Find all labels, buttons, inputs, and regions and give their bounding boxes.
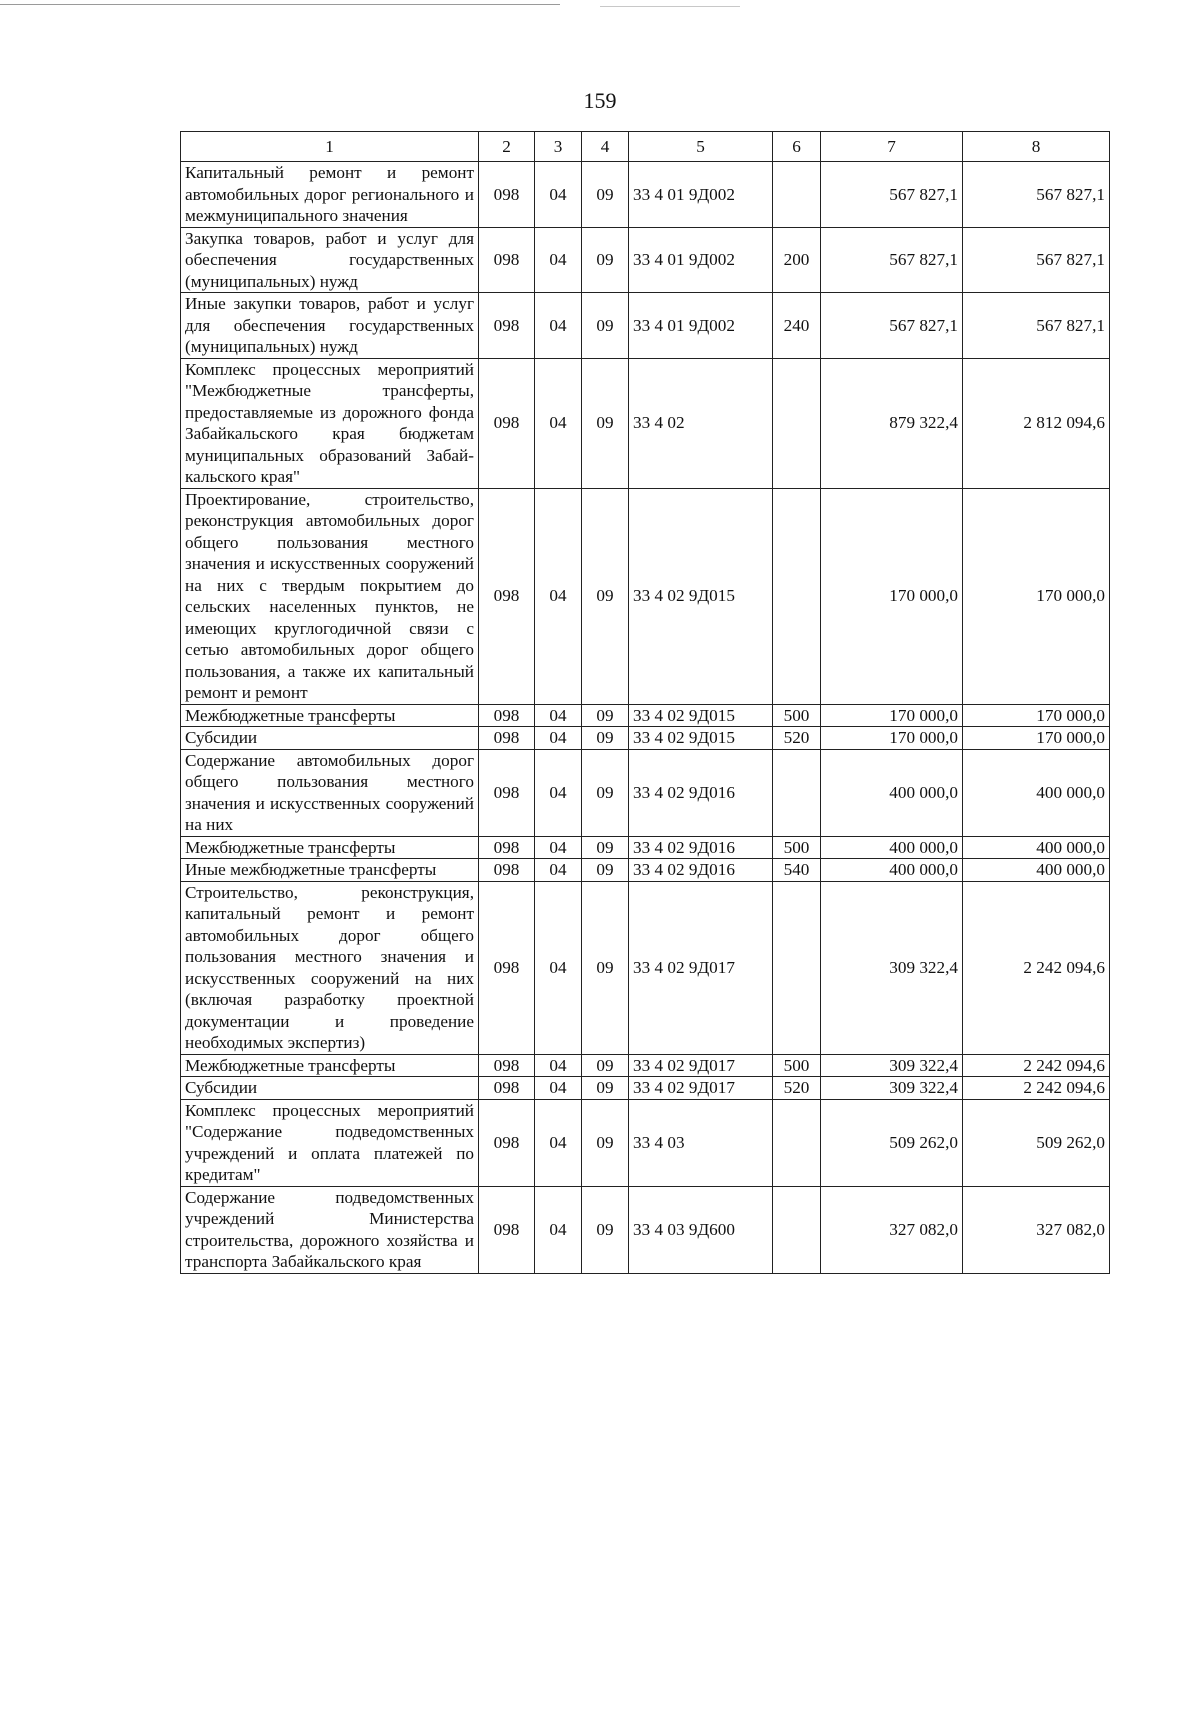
expense-type-cell: 520 [773, 727, 821, 750]
target-article-cell: 33 4 01 9Д002 [629, 293, 773, 359]
expense-type-cell [773, 1099, 821, 1186]
target-article-cell: 33 4 02 9Д016 [629, 749, 773, 836]
target-article-cell: 33 4 02 9Д017 [629, 881, 773, 1054]
table-row [181, 881, 1110, 1054]
table-row [181, 227, 1110, 293]
amount-col7-cell: 309 322,4 [821, 1054, 963, 1077]
amount-col8-cell: 509 262,0 [963, 1099, 1110, 1186]
column-header: 8 [963, 132, 1110, 162]
amount-col8-cell: 170 000,0 [963, 488, 1110, 704]
ministry-code-cell: 098 [479, 1099, 535, 1186]
expense-type-cell: 240 [773, 293, 821, 359]
subsection-code-cell: 09 [582, 227, 629, 293]
target-article-cell: 33 4 02 9Д017 [629, 1077, 773, 1100]
ministry-code-cell: 098 [479, 749, 535, 836]
section-code-cell: 04 [535, 1186, 582, 1273]
expense-type-cell [773, 749, 821, 836]
expense-type-cell: 520 [773, 1077, 821, 1100]
table-row [181, 358, 1110, 488]
amount-col8-cell: 170 000,0 [963, 727, 1110, 750]
column-header: 2 [479, 132, 535, 162]
amount-col8-cell: 2 812 094,6 [963, 358, 1110, 488]
table-row [181, 704, 1110, 727]
table-row [181, 727, 1110, 750]
expense-name-cell: Комплекс процессных мероприятий "Содержание подведомственных учреждений и оплата платежей по кредитам" [181, 1099, 479, 1186]
ministry-code-cell: 098 [479, 162, 535, 228]
expense-name-cell: Проектирование, строительство, реконструкция автомобильных дорог общего пользования местного значения и искусственных сооружений на них с твердым покрытием до сельских населенных пунктов, не имеющих круглогодичной связи с сетью автомобильных дорог общего пользования, а также их капитальный ремонт и ремонт [181, 488, 479, 704]
target-article-cell: 33 4 02 9Д016 [629, 836, 773, 859]
subsection-code-cell: 09 [582, 859, 629, 882]
amount-col8-cell: 2 242 094,6 [963, 881, 1110, 1054]
expense-type-cell: 540 [773, 859, 821, 882]
table-row [181, 749, 1110, 836]
subsection-code-cell: 09 [582, 358, 629, 488]
ministry-code-cell: 098 [479, 227, 535, 293]
expense-type-cell: 500 [773, 1054, 821, 1077]
amount-col7-cell: 309 322,4 [821, 1077, 963, 1100]
section-code-cell: 04 [535, 488, 582, 704]
amount-col7-cell: 879 322,4 [821, 358, 963, 488]
column-header: 7 [821, 132, 963, 162]
section-code-cell: 04 [535, 1054, 582, 1077]
amount-col8-cell: 400 000,0 [963, 749, 1110, 836]
amount-col8-cell: 2 242 094,6 [963, 1077, 1110, 1100]
subsection-code-cell: 09 [582, 293, 629, 359]
section-code-cell: 04 [535, 859, 582, 882]
amount-col8-cell: 2 242 094,6 [963, 1054, 1110, 1077]
amount-col7-cell: 170 000,0 [821, 727, 963, 750]
section-code-cell: 04 [535, 704, 582, 727]
target-article-cell: 33 4 02 9Д015 [629, 727, 773, 750]
table-row [181, 1077, 1110, 1100]
expense-type-cell [773, 358, 821, 488]
table-row [181, 1099, 1110, 1186]
subsection-code-cell: 09 [582, 162, 629, 228]
target-article-cell: 33 4 01 9Д002 [629, 227, 773, 293]
target-article-cell: 33 4 02 [629, 358, 773, 488]
amount-col8-cell: 327 082,0 [963, 1186, 1110, 1273]
expense-type-cell: 500 [773, 836, 821, 859]
expense-name-cell: Субсидии [181, 727, 479, 750]
table-row [181, 162, 1110, 228]
expense-name-cell: Субсидии [181, 1077, 479, 1100]
header-row [181, 132, 1110, 162]
expense-name-cell: Межбюджетные трансферты [181, 704, 479, 727]
table-row [181, 293, 1110, 359]
budget-table [180, 131, 1110, 1274]
amount-col7-cell: 567 827,1 [821, 293, 963, 359]
amount-col8-cell: 400 000,0 [963, 836, 1110, 859]
section-code-cell: 04 [535, 749, 582, 836]
expense-name-cell: Межбюджетные трансферты [181, 836, 479, 859]
ministry-code-cell: 098 [479, 836, 535, 859]
expense-type-cell: 500 [773, 704, 821, 727]
subsection-code-cell: 09 [582, 1099, 629, 1186]
ministry-code-cell: 098 [479, 859, 535, 882]
target-article-cell: 33 4 02 9Д015 [629, 704, 773, 727]
amount-col8-cell: 567 827,1 [963, 293, 1110, 359]
table-row [181, 1054, 1110, 1077]
amount-col8-cell: 567 827,1 [963, 162, 1110, 228]
ministry-code-cell: 098 [479, 704, 535, 727]
subsection-code-cell: 09 [582, 749, 629, 836]
target-article-cell: 33 4 02 9Д016 [629, 859, 773, 882]
section-code-cell: 04 [535, 227, 582, 293]
section-code-cell: 04 [535, 293, 582, 359]
column-header: 3 [535, 132, 582, 162]
section-code-cell: 04 [535, 836, 582, 859]
amount-col7-cell: 567 827,1 [821, 162, 963, 228]
expense-name-cell: Капитальный ремонт и ремонт автомобильных дорог регионального и межмуниципального значения [181, 162, 479, 228]
target-article-cell: 33 4 02 9Д015 [629, 488, 773, 704]
ministry-code-cell: 098 [479, 1186, 535, 1273]
amount-col7-cell: 509 262,0 [821, 1099, 963, 1186]
subsection-code-cell: 09 [582, 727, 629, 750]
ministry-code-cell: 098 [479, 488, 535, 704]
target-article-cell: 33 4 02 9Д017 [629, 1054, 773, 1077]
amount-col7-cell: 400 000,0 [821, 749, 963, 836]
section-code-cell: 04 [535, 1099, 582, 1186]
expense-name-cell: Строительство, реконструкция, капитальный ремонт и ремонт автомобильных дорог общего пользования местного значения и искусственных сооружений на них (включая разработку проектной документации и проведение необходимых экспертиз) [181, 881, 479, 1054]
ministry-code-cell: 098 [479, 1077, 535, 1100]
target-article-cell: 33 4 01 9Д002 [629, 162, 773, 228]
section-code-cell: 04 [535, 1077, 582, 1100]
expense-name-cell: Содержание подведомственных учреждений Министерства строительства, дорожного хозяйства и транспорта Забайкальского края [181, 1186, 479, 1273]
ministry-code-cell: 098 [479, 727, 535, 750]
section-code-cell: 04 [535, 162, 582, 228]
column-header: 5 [629, 132, 773, 162]
ministry-code-cell: 098 [479, 1054, 535, 1077]
section-code-cell: 04 [535, 881, 582, 1054]
scan-edge-line [0, 4, 560, 5]
expense-type-cell [773, 1186, 821, 1273]
expense-type-cell [773, 881, 821, 1054]
subsection-code-cell: 09 [582, 1054, 629, 1077]
expense-name-cell: Закупка товаров, работ и услуг для обеспечения государственных (муниципальных) нужд [181, 227, 479, 293]
subsection-code-cell: 09 [582, 1186, 629, 1273]
scan-edge-line [600, 6, 740, 7]
amount-col8-cell: 170 000,0 [963, 704, 1110, 727]
amount-col8-cell: 400 000,0 [963, 859, 1110, 882]
ministry-code-cell: 098 [479, 293, 535, 359]
expense-name-cell: Содержание автомобильных дорог общего пользования местного значения и искусственных сооружений на них [181, 749, 479, 836]
target-article-cell: 33 4 03 9Д600 [629, 1186, 773, 1273]
table-row [181, 488, 1110, 704]
target-article-cell: 33 4 03 [629, 1099, 773, 1186]
ministry-code-cell: 098 [479, 358, 535, 488]
subsection-code-cell: 09 [582, 1077, 629, 1100]
column-header: 6 [773, 132, 821, 162]
expense-name-cell: Межбюджетные трансферты [181, 1054, 479, 1077]
expense-type-cell [773, 488, 821, 704]
subsection-code-cell: 09 [582, 836, 629, 859]
table-row [181, 859, 1110, 882]
amount-col8-cell: 567 827,1 [963, 227, 1110, 293]
section-code-cell: 04 [535, 727, 582, 750]
column-header: 1 [181, 132, 479, 162]
amount-col7-cell: 170 000,0 [821, 488, 963, 704]
expense-type-cell [773, 162, 821, 228]
amount-col7-cell: 567 827,1 [821, 227, 963, 293]
expense-name-cell: Иные межбюджетные трансферты [181, 859, 479, 882]
ministry-code-cell: 098 [479, 881, 535, 1054]
expense-name-cell: Иные закупки товаров, работ и услуг для обеспечения государственных (муниципальных) нужд [181, 293, 479, 359]
column-header: 4 [582, 132, 629, 162]
page-number: 159 [583, 88, 617, 113]
expense-name-cell: Комплекс процессных мероприятий "Межбюджетные трансферты, предоставляемые из дорожного фонда Забайкальского края бюджетам муниципальных образований Забайкальского края" [181, 358, 479, 488]
amount-col7-cell: 170 000,0 [821, 704, 963, 727]
amount-col7-cell: 400 000,0 [821, 859, 963, 882]
section-code-cell: 04 [535, 358, 582, 488]
amount-col7-cell: 327 082,0 [821, 1186, 963, 1273]
table-row [181, 836, 1110, 859]
subsection-code-cell: 09 [582, 881, 629, 1054]
amount-col7-cell: 309 322,4 [821, 881, 963, 1054]
subsection-code-cell: 09 [582, 488, 629, 704]
table-row [181, 1186, 1110, 1273]
expense-type-cell: 200 [773, 227, 821, 293]
subsection-code-cell: 09 [582, 704, 629, 727]
amount-col7-cell: 400 000,0 [821, 836, 963, 859]
